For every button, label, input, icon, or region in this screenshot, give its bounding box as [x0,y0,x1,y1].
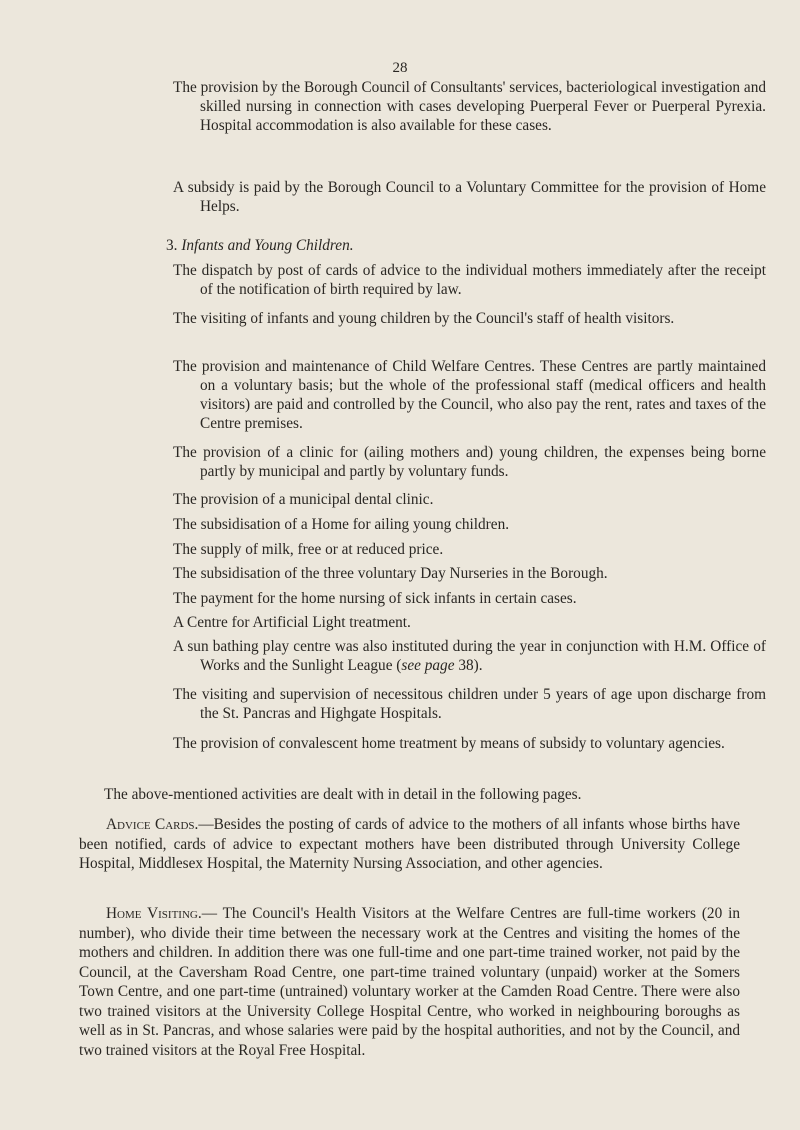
item-home-helps: A subsidy is paid by the Borough Council to a Voluntary Committee for the provision of Home Helps. [173,179,766,215]
home-visiting-text: — The Council's Health Visitors at the Welfare Centres are full-time workers (20 in number), who divide their time between the necessary work at the Centres and visiting the homes of the mothers and children. In addition there was one full-time and one part-time trained worker, not paid by the Council, at the Caversham Road Centre, one part-time trained voluntary (unpaid) worker at the Somers Town Centre, and one part-time (untrained) voluntary worker at the Camden Road Centre. There were also two trained visitors at the University College Hospital Centre, who worked in neighbouring boroughs as well as in St. Pancras, and whose salaries were paid by the hospital authorities, and not by the Council, and two trained visitors at the Royal Free Hospital. [79,905,741,1059]
section-number: 3. [166,237,178,254]
infant-item [173,637,766,675]
advice-cards-text: —Besides the posting of cards of advice to the mothers of all infants whose births have been notified, cards of advice to expectant mothers have been distributed through University College Hospital, Middlesex Hospital, the Maternity Nursing Association, and other agencies. [79,816,740,872]
infant-item: The subsidisation of the three voluntary Day Nurseries in the Borough. [173,565,608,582]
infant-item-tail: 38). [454,657,483,674]
infant-item: The supply of milk, free or at reduced price. [173,541,444,558]
advice-cards-heading: Advice Cards. [106,816,199,833]
page-reference: see page [401,657,455,674]
infant-item: The payment for the home nursing of sick infants in certain cases. [173,590,577,607]
advice-cards-paragraph [79,815,740,874]
home-visiting-paragraph [79,904,740,1060]
infant-item-text: A sun bathing play centre was also instituted during the year in conjunction with H.M. Office of Works and the Sunlight League ( [173,638,766,674]
infant-item: The provision and maintenance of Child Welfare Centres. These Centres are partly maintained on a voluntary basis; but the whole of the professional staff (medical officers and health visitors) are paid and controlled by the Council, who also pay the rent, rates and taxes of the Centre premises. [173,358,766,432]
infant-item: A Centre for Artificial Light treatment. [173,614,411,631]
section-title: Infants and Young Children. [181,237,354,254]
section-heading [166,236,354,255]
page-number: 28 [392,60,408,76]
infant-item: The visiting of infants and young children by the Council's staff of health visitors. [173,310,675,327]
infant-item: The provision of convalescent home treatment by means of subsidy to voluntary agencies. [173,735,725,752]
infant-item: The visiting and supervision of necessitous children under 5 years of age upon discharge from the St. Pancras and Highgate Hospitals. [173,686,766,722]
item-consultants: The provision by the Borough Council of Consultants' services, bacteriological investigation and skilled nursing in connection with cases developing Puerperal Fever or Puerperal Pyrexia. Hospital accommodation is also available for these cases. [173,79,766,134]
infant-item: The subsidisation of a Home for ailing young children. [173,516,510,533]
summary-line: The above-mentioned activities are dealt with in detail in the following pages. [104,786,582,803]
infant-item: The provision of a clinic for (ailing mothers and) young children, the expenses being borne partly by municipal and partly by voluntary funds. [173,444,766,480]
infant-item: The provision of a municipal dental clinic. [173,491,434,508]
infant-item: The dispatch by post of cards of advice to the individual mothers immediately after the receipt of the notification of birth required by law. [173,262,766,298]
home-visiting-heading: Home Visiting. [106,905,202,922]
